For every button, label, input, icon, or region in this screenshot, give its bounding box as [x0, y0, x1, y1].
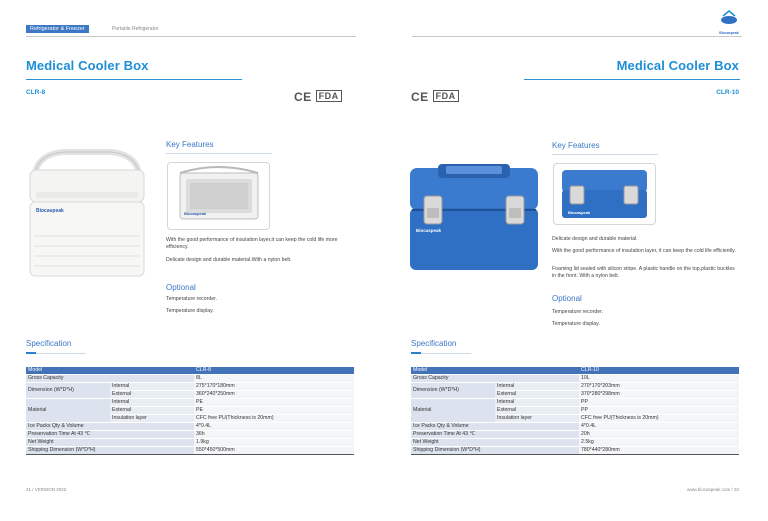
optional-item-1: Temperature recorder.: [552, 309, 604, 315]
brand-logo-text: Biocaspeak: [719, 31, 739, 35]
key-features-underline: [552, 154, 658, 155]
product-logo: Biocaspeak: [416, 228, 442, 233]
table-row: [411, 431, 739, 439]
table-row: [26, 367, 354, 375]
row-value: PP: [579, 399, 739, 407]
page-footer: 31 / VERSION 2022: [26, 487, 67, 492]
ce-mark: CE: [411, 90, 429, 104]
table-row: [411, 399, 739, 407]
optional-item-1: Temperature recorder.: [166, 296, 218, 302]
feature-text-1: With the good performance of insulation layer,it can keep the cold life more efficiency.: [166, 237, 338, 250]
feature-text-1: Delicate design and durable material.: [552, 236, 638, 242]
row-sublabel: Internal: [110, 383, 194, 391]
row-label: Net Weight: [411, 439, 579, 447]
certification-marks: [411, 90, 459, 104]
table-row: [26, 375, 354, 383]
table-row: [411, 423, 739, 431]
row-value: 270*170*203mm: [579, 383, 739, 391]
row-sublabel: External: [110, 391, 194, 399]
row-label: Ice Packs Qty & Volume: [411, 423, 579, 431]
table-row: [26, 423, 354, 431]
row-value: 4*0.4L: [579, 423, 739, 431]
optional-item-2: Temperature display.: [166, 308, 214, 314]
row-sublabel: Internal: [110, 399, 194, 407]
fda-mark: FDA: [316, 90, 342, 102]
row-value: 275*170*180mm: [194, 383, 354, 391]
title-underline: [524, 79, 740, 80]
row-value: 36h: [194, 431, 354, 439]
row-label: Ice Packs Qty & Volume: [26, 423, 194, 431]
row-value: 20h: [579, 431, 739, 439]
header-divider: [412, 36, 742, 37]
feature-text-3: Foaming lid sealed with silicon stripe. A plastic handle on the top,plastic buckles in the front. With a nylon belt.: [552, 266, 735, 279]
detail-logo: Biocaspeak: [568, 210, 591, 215]
table-header-label: Model: [26, 367, 194, 375]
row-sublabel: External: [495, 407, 579, 415]
row-value: 370*280*298mm: [579, 391, 739, 399]
row-sublabel: External: [110, 407, 194, 415]
page-title: Medical Cooler Box: [616, 58, 739, 73]
detail-logo: Biocaspeak: [184, 211, 207, 216]
row-value: 4*0.4L: [194, 423, 354, 431]
table-header-value: CLR-10: [579, 367, 739, 375]
row-label: Gross Capacity: [26, 375, 194, 383]
optional-item-2: Temperature display.: [552, 321, 600, 327]
table-row: [411, 439, 739, 447]
table-row: [26, 431, 354, 439]
row-value: CFC free PU(Thickness is 20mm): [194, 415, 354, 423]
row-sublabel: Internal: [495, 383, 579, 391]
table-row: [26, 399, 354, 407]
table-header-value: CLR-8: [194, 367, 354, 375]
row-value: PE: [194, 407, 354, 415]
page-footer: www.biocaspeak.com / 32: [686, 487, 739, 492]
brand-logo-icon: [714, 10, 744, 28]
row-value: 360*240*250mm: [194, 391, 354, 399]
row-value: 10L: [579, 375, 739, 383]
product-image-clr10: [404, 160, 544, 275]
table-row: [411, 367, 739, 375]
table-header-label: Model: [411, 367, 579, 375]
category-tag: Refrigerator & Freezer: [26, 25, 89, 33]
row-value: 550*450*500mm: [194, 447, 354, 455]
key-features-title: Key Features: [552, 141, 600, 150]
optional-title: Optional: [552, 294, 582, 303]
row-label: Material: [411, 399, 495, 423]
spec-underline-accent: [26, 352, 36, 354]
row-value: 2.5kg: [579, 439, 739, 447]
ce-mark: CE: [294, 90, 312, 104]
spec-title: Specification: [26, 339, 72, 348]
row-sublabel: Insulation layer: [495, 415, 579, 423]
fda-mark: FDA: [433, 90, 459, 102]
key-features-underline: [166, 153, 272, 154]
row-label: Shipping Dimension (W*D*H): [411, 447, 579, 455]
table-row: [411, 383, 739, 391]
model-code: CLR-8: [26, 89, 46, 96]
product-detail-image-clr10: [553, 163, 656, 225]
product-logo: Biocaspeak: [36, 208, 64, 214]
row-value: 780*440*280mm: [579, 447, 739, 455]
subcategory-label: Portable Refrigerator: [112, 26, 159, 32]
feature-text-2: Delicate design and durable material.With a nylon belt.: [166, 257, 292, 263]
product-detail-image-clr8: [167, 162, 270, 230]
row-label: Dimension (W*D*H): [411, 383, 495, 399]
header-divider: [26, 36, 356, 37]
certification-marks: [294, 90, 342, 104]
model-code: CLR-10: [716, 89, 739, 96]
table-row: [411, 375, 739, 383]
spec-underline-accent: [411, 352, 421, 354]
row-value: 1.9kg: [194, 439, 354, 447]
product-image-clr8: [24, 148, 150, 280]
spec-table-clr10: [411, 367, 739, 455]
row-label: Shipping Dimension (W*D*H): [26, 447, 194, 455]
brand-logo: [714, 10, 744, 36]
table-row: [26, 447, 354, 455]
row-value: 8L: [194, 375, 354, 383]
optional-title: Optional: [166, 283, 196, 292]
row-sublabel: Insulation layer: [110, 415, 194, 423]
row-label: Net Weight: [26, 439, 194, 447]
row-sublabel: Internal: [495, 399, 579, 407]
row-value: CFC free PU(Thickness is 20mm): [579, 415, 739, 423]
page-title: Medical Cooler Box: [26, 58, 149, 73]
table-row: [411, 447, 739, 455]
row-sublabel: External: [495, 391, 579, 399]
title-underline: [26, 79, 242, 80]
row-value: PE: [194, 399, 354, 407]
key-features-title: Key Features: [166, 140, 214, 149]
feature-text-2: With the good performance of insulation layer, it can keep the cold life efficiently.: [552, 248, 736, 254]
row-label: Gross Capacity: [411, 375, 579, 383]
spec-title: Specification: [411, 339, 457, 348]
spec-table-clr8: [26, 367, 354, 455]
row-label: Preservation Time At 43 ℃: [411, 431, 579, 439]
table-row: [26, 439, 354, 447]
right-page: [384, 0, 768, 521]
row-value: PP: [579, 407, 739, 415]
row-label: Preservation Time At 43 ℃: [26, 431, 194, 439]
row-label: Dimension (W*D*H): [26, 383, 110, 399]
table-row: [26, 383, 354, 391]
row-label: Material: [26, 399, 110, 423]
